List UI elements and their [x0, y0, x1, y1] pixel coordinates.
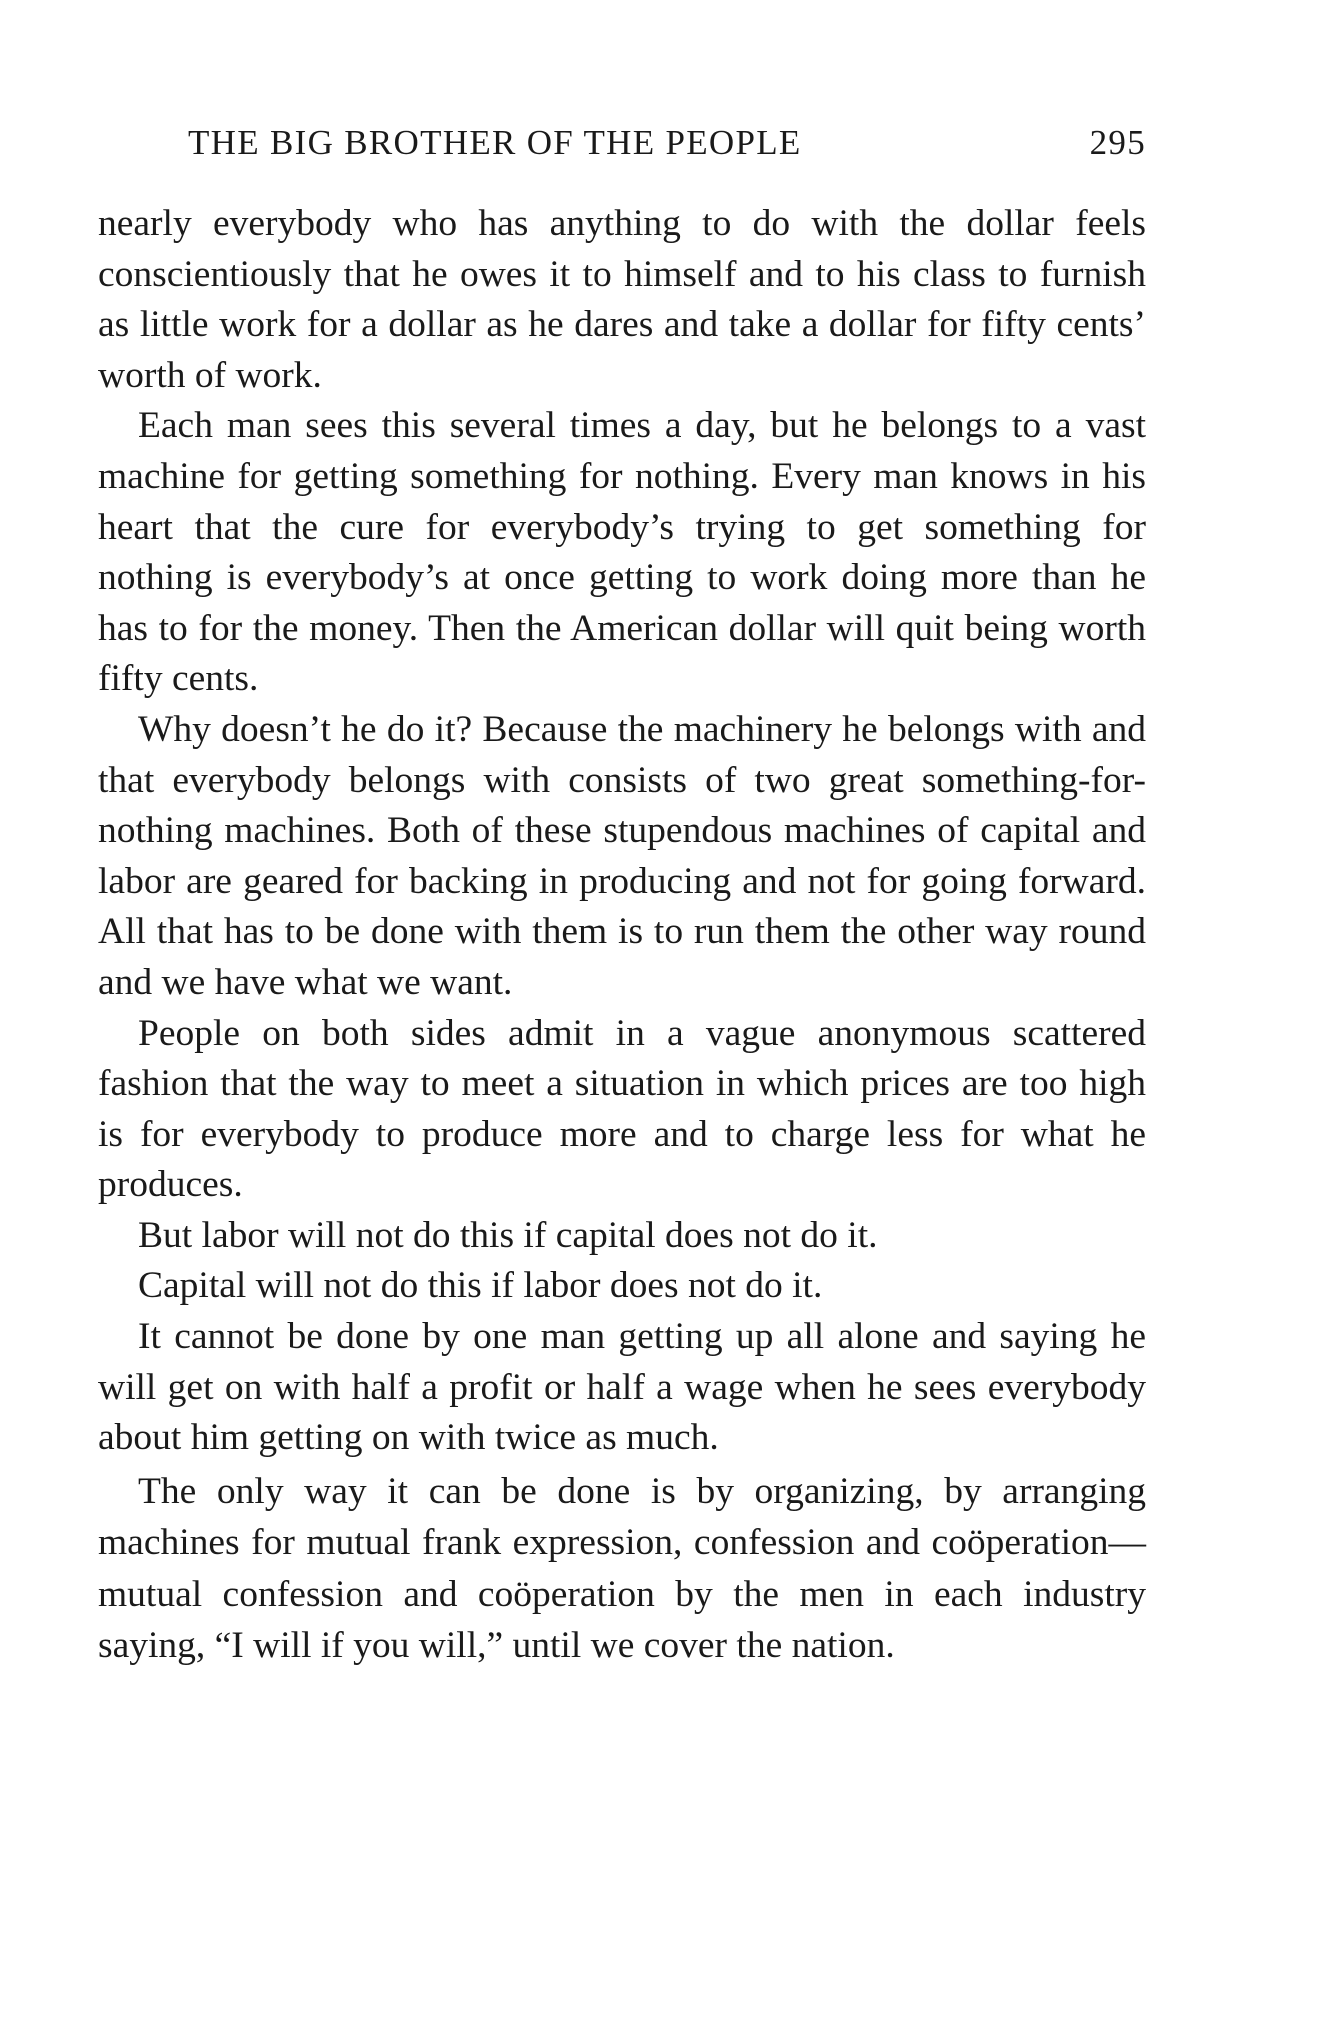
running-head	[188, 118, 1146, 168]
paragraph: Why doesn’t he do it? Because the machinery he belongs with and that everybody belongs with consists of two great something-for-nothing machines. Both of these stupendous machines of capital and labor are geared for backing in producing and not for going forward. All that has to be done with them is to run them the other way round and we have what we want.	[98, 708, 1146, 1003]
page-number: 295	[1089, 123, 1146, 162]
paragraph-continued: nearly everybody who has anything to do with the dollar feels conscientiously that he owes it to himself and to his class to furnish as little work for a dollar as he dares and take a dollar for fifty cents’ worth of work.	[98, 203, 1146, 396]
body-text	[98, 199, 1146, 1672]
paragraph: But labor will not do this if capital does not do it.	[138, 1214, 878, 1256]
paragraph: It cannot be done by one man getting up all alone and saying he will get on with half a profit or half a wage when he sees everybody about him getting on with twice as much.	[98, 1316, 1146, 1459]
paragraph: Each man sees this several times a day, but he belongs to a vast machine for getting something for nothing. Every man knows in his heart that the cure for everybody’s trying to get something for nothing is everybody’s at once getting to work doing more than he has to for the money. Then the American dollar will quit being worth fifty cents.	[98, 405, 1146, 700]
paragraph: People on both sides admit in a vague anonymous scattered fashion that the way to meet a situation in which prices are too high is for everybody to produce more and to charge less for what he produces.	[98, 1012, 1146, 1206]
running-title: THE BIG BROTHER OF THE PEOPLE	[188, 123, 802, 162]
paragraph: The only way it can be done is by organizing, by arranging machines for mutual frank expression, confession and coöperation—mutual confession and coöperation by the men in each industry saying, “I will if you will,” until we cover the nation.	[98, 1470, 1146, 1667]
paragraph: Capital will not do this if labor does not do it.	[138, 1265, 823, 1307]
